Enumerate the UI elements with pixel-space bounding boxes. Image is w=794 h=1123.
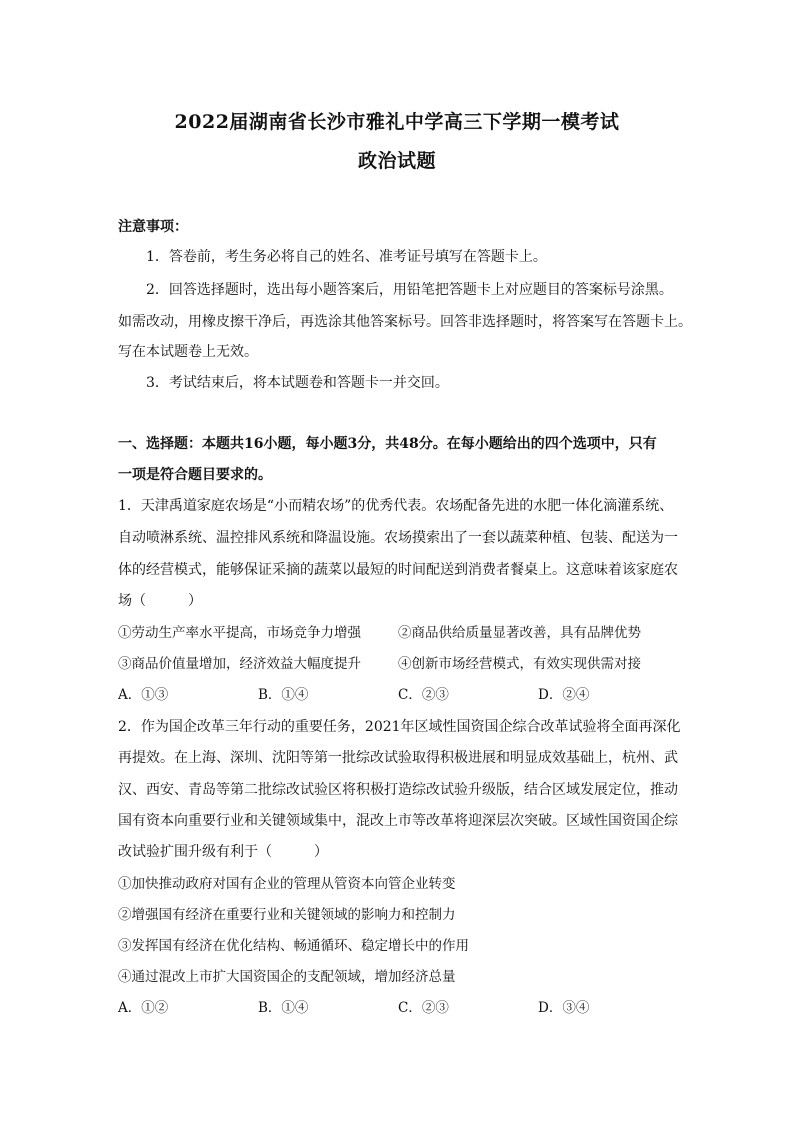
q2-choice-c: C．②③	[398, 1000, 449, 1016]
q1-stem-line: 自动喷淋系统、温控排风系统和降温设施。农场摸索出了一套以蔬菜种植、包装、配送为一	[118, 530, 678, 546]
q2-stem-line: 汉、西安、青岛等第二批综改试验区将积极打造综改试验升级版，结合区域发展定位，推动	[118, 782, 678, 798]
q1-choice-c: C．②③	[398, 687, 449, 703]
q2-statement: ④通过混改上市扩大国资国企的支配领域，增加经济总量	[118, 969, 456, 985]
q2-stem-line: 再提效。在上海、深圳、沈阳等第一批综改试验取得积极进展和明显成效基础上，杭州、武	[118, 750, 678, 766]
section-heading: 一项是符合题目要求的。	[118, 467, 272, 483]
q1-statement: ④创新市场经营模式，有效实现供需对接	[398, 656, 641, 672]
q2-stem-line: 2．作为国企改革三年行动的重要任务，2021年区域性国资国企综合改革试验将全面再深化	[118, 719, 681, 735]
exam-title: 2022届湖南省长沙市雅礼中学高三下学期一模考试	[174, 111, 620, 133]
q1-stem-line: 场（ ）	[118, 593, 202, 609]
q2-stem-line: 国有资本向重要行业和关键领域集中，混改上市等改革将迎深层次突破。区域性国资国企综	[118, 813, 678, 829]
q1-statement: ①劳动生产率水平提高，市场竞争力增强	[118, 625, 361, 641]
q2-stem-line: 改试验扩围升级有利于（ ）	[118, 844, 328, 860]
notice-heading: 注意事项：	[118, 219, 188, 235]
q1-choice-a: A．①③	[118, 687, 169, 703]
q1-choice-d: D．②④	[538, 687, 590, 703]
q2-choice-d: D．③④	[538, 1000, 590, 1016]
q2-statement: ①加快推动政府对国有企业的管理从管资本向管企业转变	[118, 876, 456, 892]
notice-line: 如需改动，用橡皮擦干净后，再选涂其他答案标号。回答非选择题时，将答案写在答题卡上。	[118, 314, 692, 330]
q2-statement: ③发挥国有经济在优化结构、畅通循环、稳定增长中的作用	[118, 938, 469, 954]
q2-choice-b: B．①④	[258, 1000, 309, 1016]
q1-statement: ②商品供给质量显著改善，具有品牌优势	[398, 625, 641, 641]
q2-statement: ②增强国有经济在重要行业和关键领域的影响力和控制力	[118, 907, 456, 923]
q1-choice-b: B．①④	[258, 687, 309, 703]
notice-line: 写在本试题卷上无效。	[118, 344, 258, 360]
q1-stem-line: 1．天津禹道家庭农场是“小而精农场”的优秀代表。农场配备先进的水肥一体化滴灌系统、	[118, 498, 674, 514]
notice-line: 1．答卷前，考生务必将自己的姓名、准考证号填写在答题卡上。	[146, 249, 547, 265]
notice-line: 2．回答选择题时，选出每小题答案后，用铅笔把答题卡上对应题目的答案标号涂黑。	[146, 282, 673, 298]
section-heading: 一、选择题：本题共16小题，每小题3分，共48分。在每小题给出的四个选项中，只有	[118, 436, 657, 452]
q1-statement: ③商品价值量增加，经济效益大幅度提升	[118, 656, 361, 672]
q1-stem-line: 体的经营模式，能够保证采摘的蔬菜以最短的时间配送到消费者餐桌上。这意味着该家庭农	[118, 562, 678, 578]
q2-choice-a: A．①②	[118, 1000, 169, 1016]
exam-subtitle: 政治试题	[357, 150, 436, 172]
notice-line: 3．考试结束后，将本试题卷和答题卡一并交回。	[146, 375, 449, 391]
